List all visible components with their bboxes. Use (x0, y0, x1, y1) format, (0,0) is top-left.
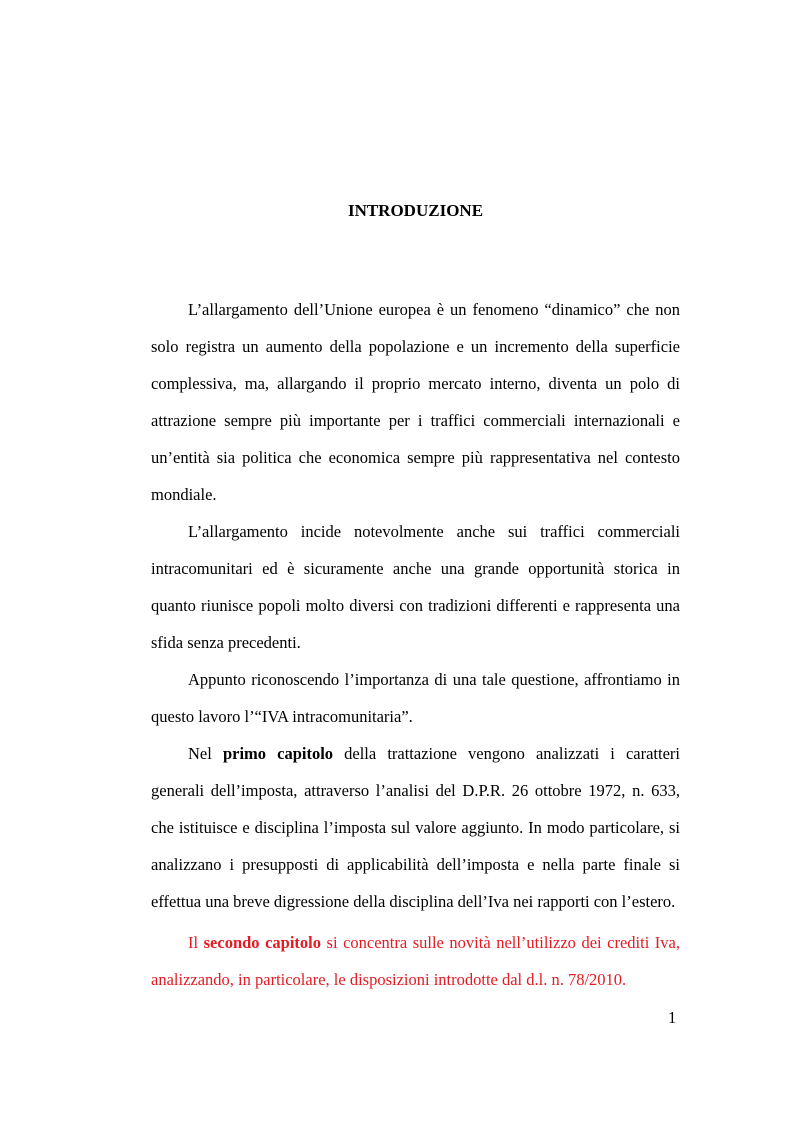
paragraph-1: L’allargamento dell’Unione europea è un fenomeno “dinamico” che non solo registra un aumento della popolazione e un incremento della superficie complessiva, ma, allargando il proprio mercato interno, diventa un polo di attrazione sempre più importante per i traffici commerciali internazionali e un’entità sia politica che economica sempre più rappresentativa nel contesto mondiale. (151, 300, 680, 504)
paragraph-4-lead: Nel (188, 744, 223, 763)
paragraph-4 (151, 735, 680, 920)
paragraph-5-lead: Il (188, 933, 204, 952)
paragraph-4-emphasis: primo capitolo (222, 744, 334, 763)
paragraph-5-rest: si concentra sulle novità nell’utilizzo dei crediti Iva, analizzando, in particolare, le disposizioni introdotte dal d.l. n. 78/2010. (151, 933, 680, 989)
page-number: 1 (668, 1008, 677, 1027)
paragraph-3: Appunto riconoscendo l’importanza di una tale questione, affrontiamo in questo lavoro l’“IVA intracomunitaria”. (151, 670, 680, 726)
paragraph-4-rest: della trattazione vengono analizzati i caratteri generali dell’imposta, attraverso l’analisi del D.P.R. 26 ottobre 1972, n. 633, che istituisce e disciplina l’imposta sul valore aggiunto. In modo particolare, si analizzano i presupposti di applicabilità dell’imposta e nella parte finale si effettua una breve digressione della disciplina dell’Iva nei rapporti con l’estero. (151, 744, 681, 911)
paragraph-2: L’allargamento incide notevolmente anche sui traffici commerciali intracomunitari ed è sicuramente anche una grande opportunità storica in quanto riunisce popoli molto diversi con tradizioni differenti e rappresenta una sfida senza precedenti. (151, 522, 680, 652)
paragraph-5-highlighted (151, 924, 680, 998)
introduction-body (151, 291, 680, 998)
page-title: INTRODUZIONE (347, 201, 484, 220)
paragraph-5-emphasis: secondo capitolo (203, 933, 321, 952)
